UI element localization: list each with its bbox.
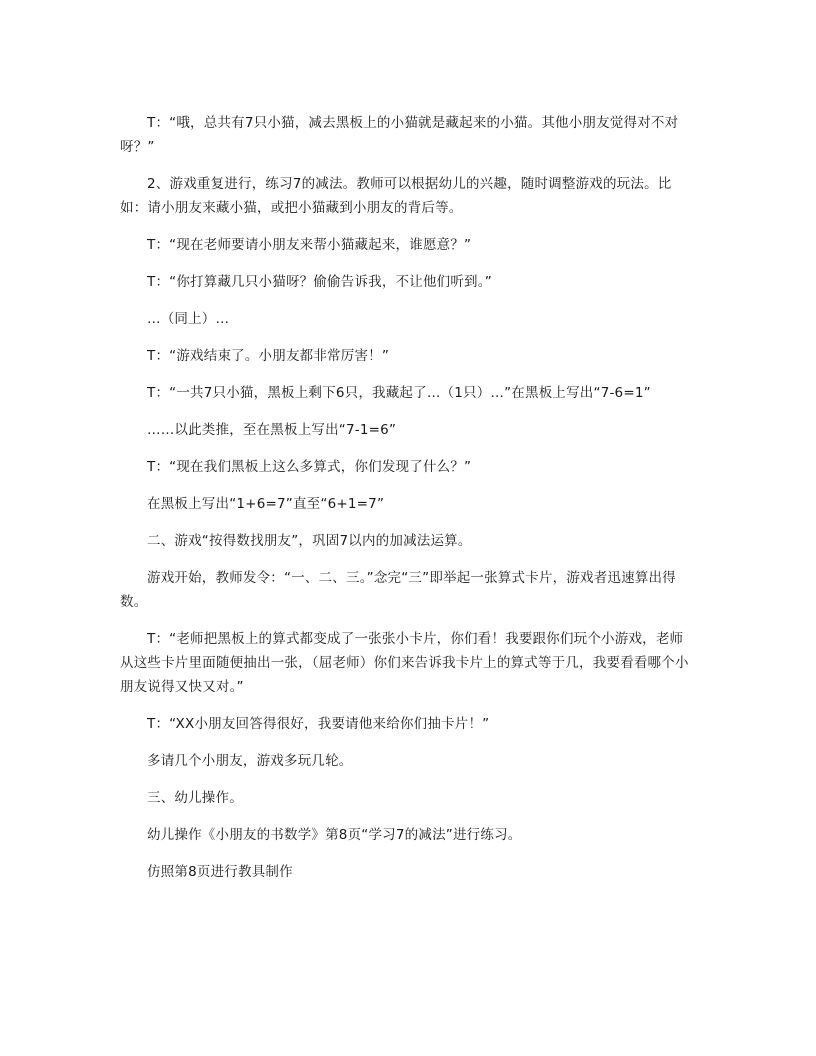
paragraph-teacher-cards: T：“老师把黑板上的算式都变成了一张张小卡片，你们看！我要跟你们玩个小游戏，老师从这些卡片里面随便抽出一张，（屈老师）你们来告诉我卡片上的算式等于几，我要看看哪个小朋友说得又快又对。”	[120, 631, 689, 695]
section-heading-children-operate: 三、幼儿操作。	[147, 790, 243, 806]
paragraph-game-start: 游戏开始，教师发令：“一、二、三。”念完“三”即举起一张算式卡片，游戏者迅速算出得数。	[120, 570, 676, 610]
paragraph-more-rounds: 多请几个小朋友，游戏多玩几轮。	[147, 753, 353, 769]
paragraph-what-found: T：“现在我们黑板上这么多算式，你们发现了什么？”	[147, 459, 472, 475]
paragraph-same-as-above: …（同上）…	[147, 311, 230, 327]
paragraph-game-repeat: 2、游戏重复进行，练习7的减法。教师可以根据幼儿的兴趣，随时调整游戏的玩法。比如：请小朋友来藏小猫，或把小猫藏到小朋友的背后等。	[120, 176, 672, 216]
document-body	[120, 111, 692, 897]
paragraph-seven-minus-six: T：“一共7只小猫，黑板上剩下6只，我藏起了…（1只）…”在黑板上写出“7-6=1”	[147, 385, 651, 401]
paragraph-teacher-how-many: T：“你打算藏几只小猫呀？偷偷告诉我，不让他们听到。”	[147, 274, 492, 290]
paragraph-make-teaching-aids: 仿照第8页进行教具制作	[147, 864, 293, 880]
paragraph-teacher-who-hides: T：“现在老师要请小朋友来帮小猫藏起来，谁愿意？”	[147, 237, 472, 253]
paragraph-and-so-on: ……以此类推，至在黑板上写出“7-1=6”	[147, 422, 397, 438]
paragraph-write-addition: 在黑板上写出“1+6=7”直至“6+1=7”	[147, 496, 385, 512]
paragraph-book-page-8: 幼儿操作《小朋友的书数学》第8页“学习7的减法”进行练习。	[147, 827, 522, 843]
section-heading-find-friends: 二、游戏“按得数找朋友”，巩固7以内的加减法运算。	[147, 533, 472, 549]
paragraph-teacher-praise: T：“XX小朋友回答得很好，我要请他来给你们抽卡片！”	[147, 716, 490, 732]
paragraph-teacher-total-cats: T：“哦，总共有7只小猫，减去黑板上的小猫就是藏起来的小猫。其他小朋友觉得对不对呀？”	[120, 115, 679, 155]
paragraph-game-over: T：“游戏结束了。小朋友都非常厉害！”	[147, 348, 390, 364]
